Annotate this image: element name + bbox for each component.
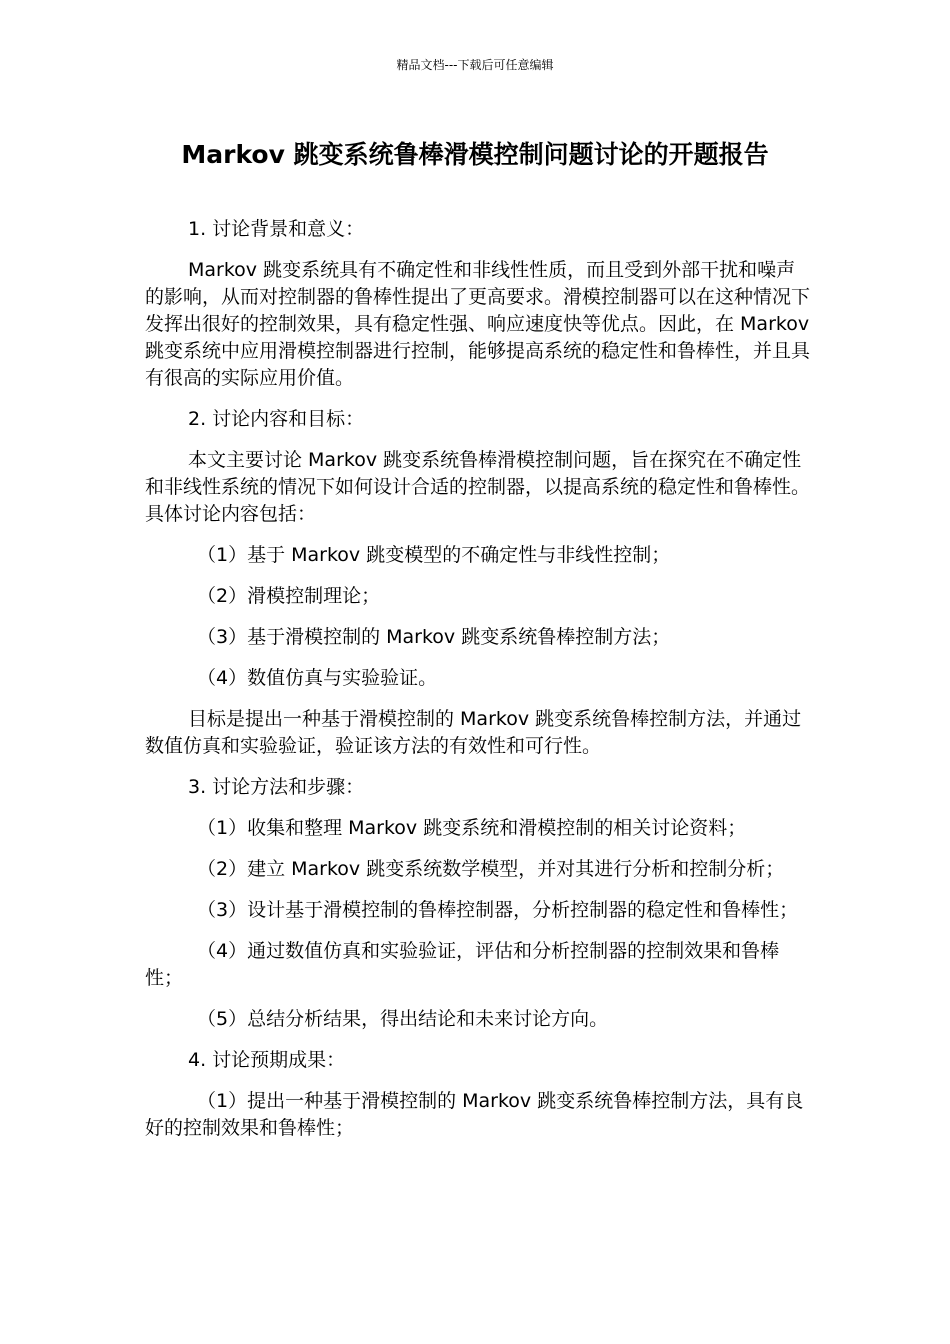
section-heading-3: 3. 讨论方法和步骤： [188,776,365,798]
list-item: （4）数值仿真与实验验证。 [197,667,438,689]
list-item: （1）收集和整理 Markov 跳变系统和滑模控制的相关讨论资料； [197,817,747,839]
list-item: （3）设计基于滑模控制的鲁棒控制器，分析控制器的稳定性和鲁棒性； [197,899,799,921]
paragraph-goal: 目标是提出一种基于滑模控制的 Markov 跳变系统鲁棒控制方法，并通过数值仿真和实验验证，验证该方法的有效性和可行性。 [145,708,802,757]
document-title: Markov 跳变系统鲁棒滑模控制问题讨论的开题报告 [181,140,769,169]
list-item: （3）基于滑模控制的 Markov 跳变系统鲁棒控制方法； [197,626,671,648]
section-heading-2: 2. 讨论内容和目标： [188,408,365,430]
paragraph-content-intro: 本文主要讨论 Markov 跳变系统鲁棒滑模控制问题，旨在探究在不确定性和非线性系统的情况下如何设计合适的控制器，以提高系统的稳定性和鲁棒性。具体讨论内容包括： [145,449,811,525]
list-item: （5）总结分析结果，得出结论和未来讨论方向。 [197,1008,609,1030]
document-body [145,216,810,1156]
list-item: （2）建立 Markov 跳变系统数学模型，并对其进行分析和控制分析； [197,858,785,880]
section-heading-1: 1. 讨论背景和意义： [188,218,365,240]
paragraph-background: Markov 跳变系统具有不确定性和非线性性质，而且受到外部干扰和噪声的影响，从而对控制器的鲁棒性提出了更高要求。滑模控制器可以在这种情况下发挥出很好的控制效果，具有稳定性强、响应速度快等优点。因此，在 Markov 跳变系统中应用滑模控制器进行控制，能够提高系统的稳定性和鲁棒性，并且具有很高的实际应用价值。 [145,259,811,389]
list-item: （1）基于 Markov 跳变模型的不确定性与非线性控制； [197,544,671,566]
list-item: （2）滑模控制理论； [197,585,381,607]
list-item: （1）提出一种基于滑模控制的 Markov 跳变系统鲁棒控制方法，具有良好的控制效果和鲁棒性； [145,1090,804,1139]
section-heading-4: 4. 讨论预期成果： [188,1049,346,1071]
list-item: （4）通过数值仿真和实验验证，评估和分析控制器的控制效果和鲁棒性； [145,940,780,989]
page-header-note: 精品文档---下载后可任意编辑 [396,58,554,72]
